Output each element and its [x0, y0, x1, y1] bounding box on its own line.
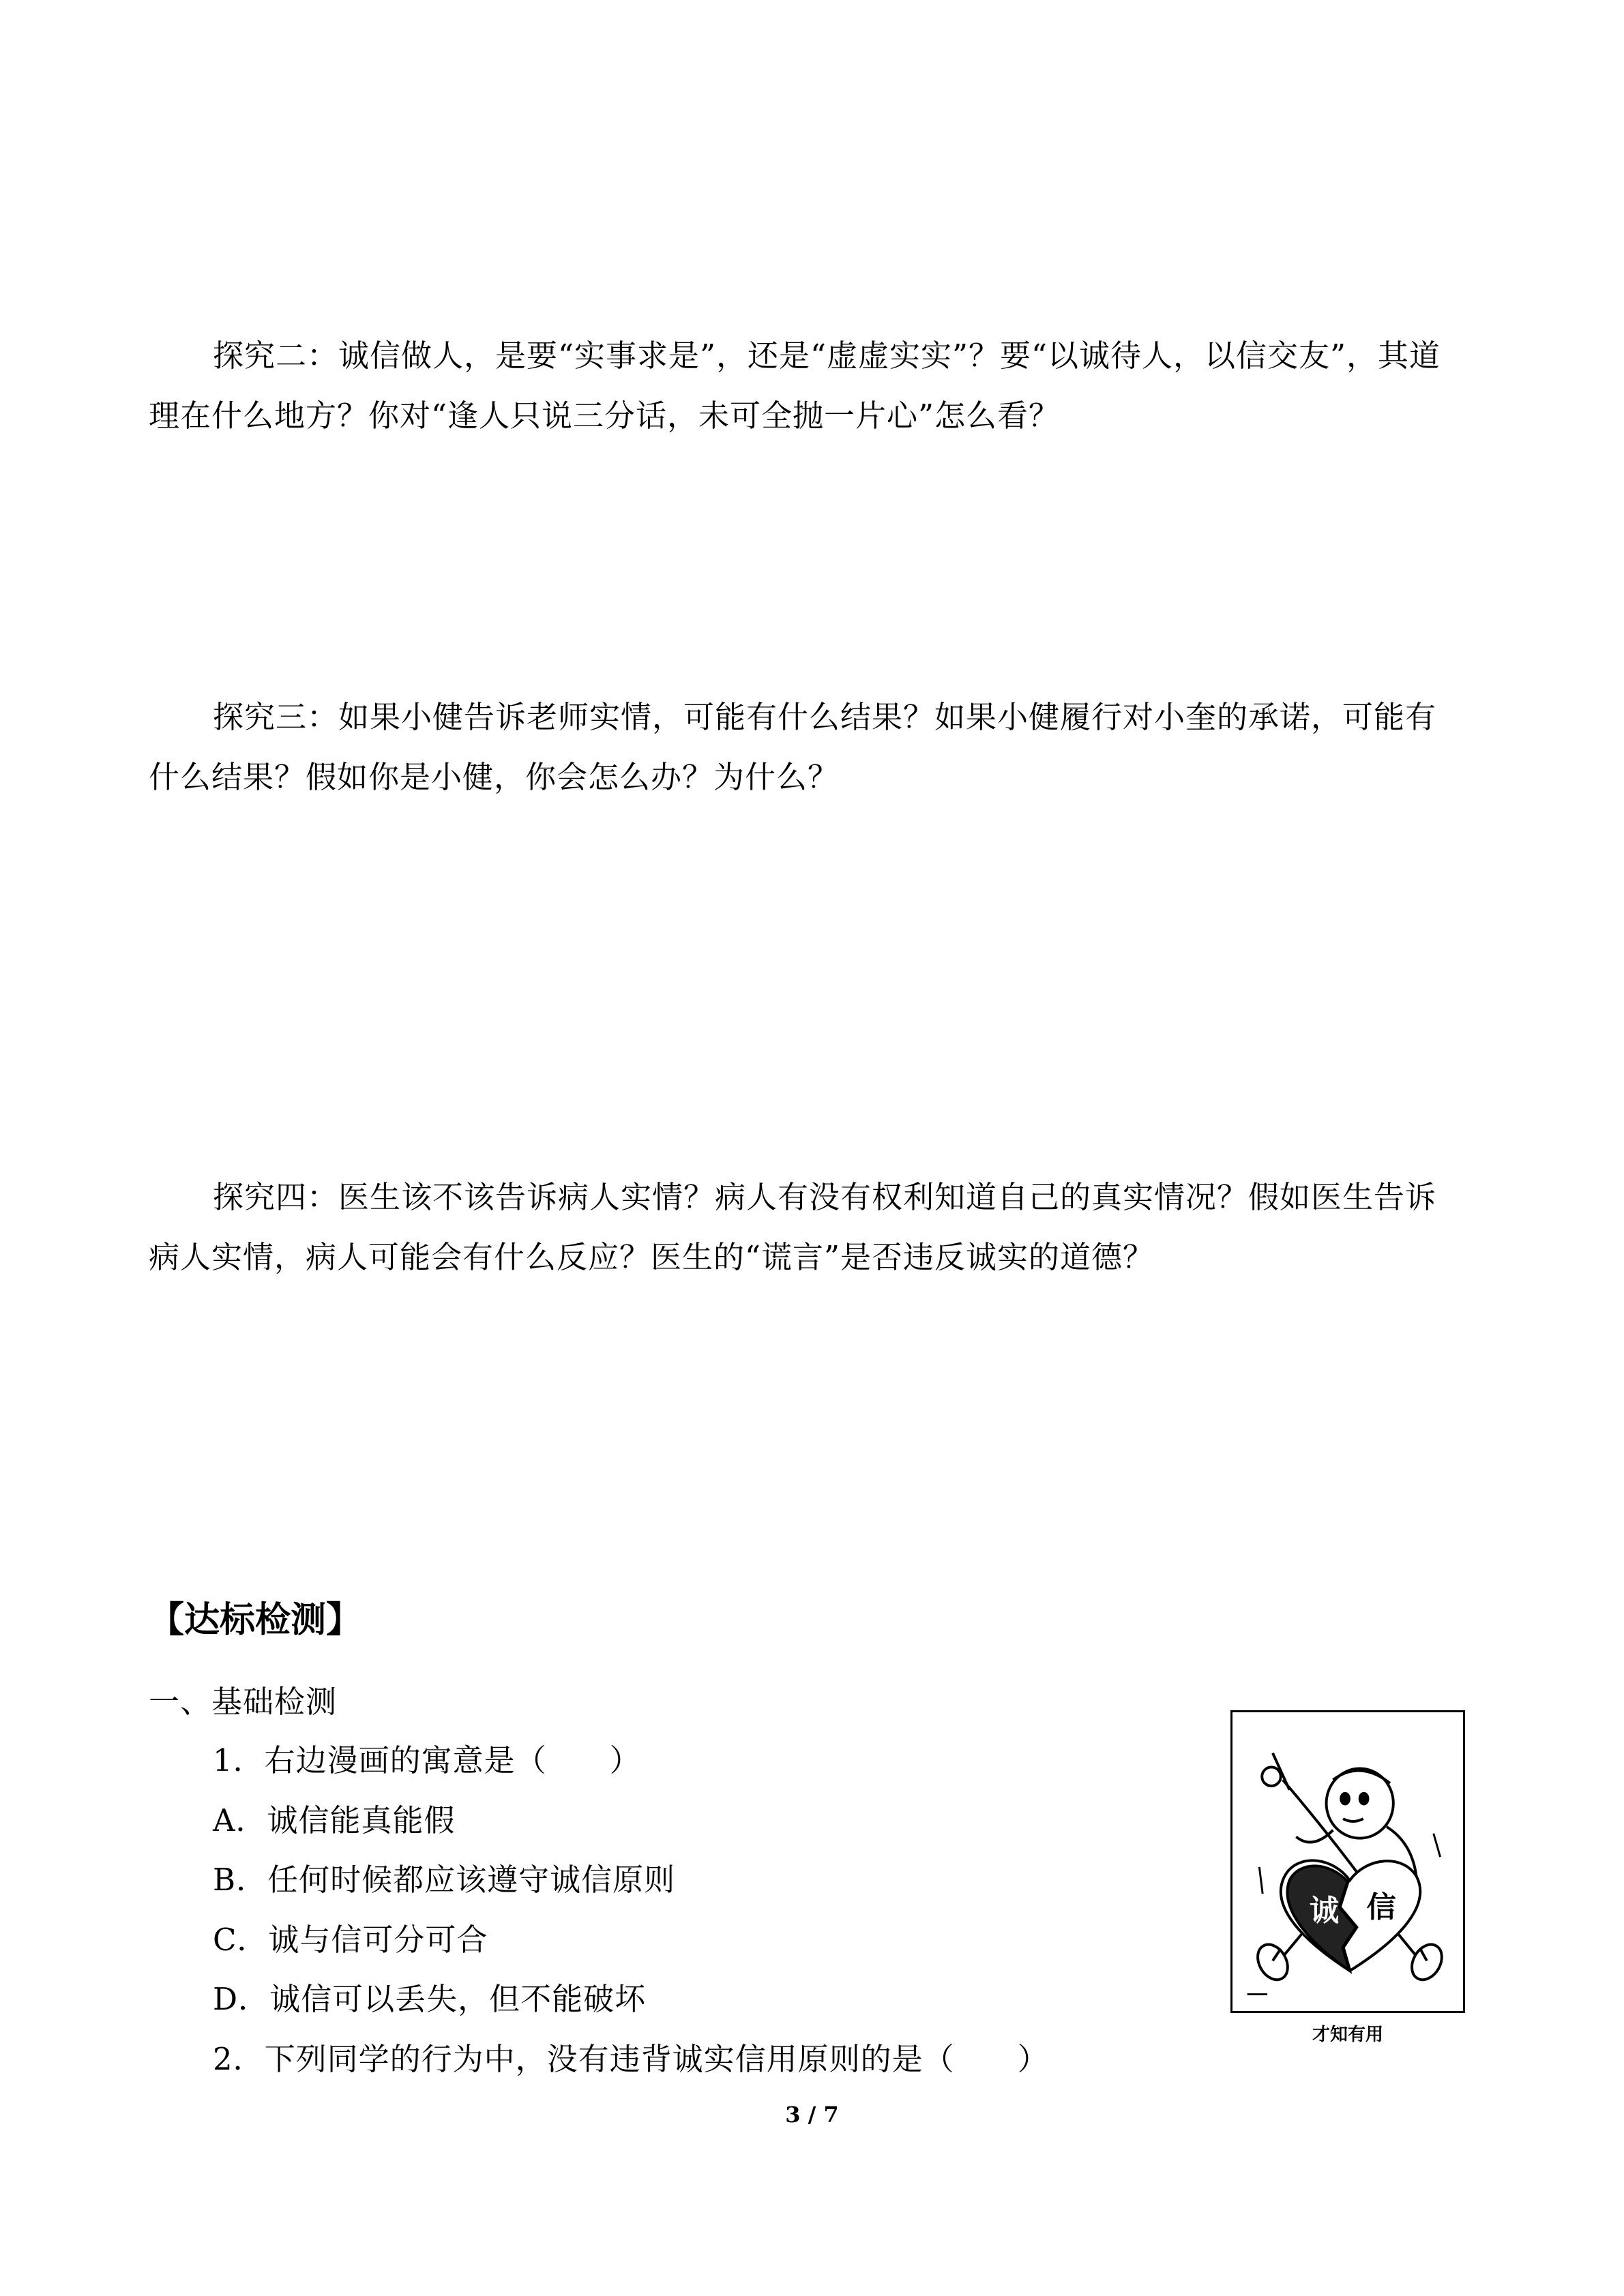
heart-text-xin: 信	[1366, 1890, 1396, 1925]
question-1-option-d: D．诚信可以丢失，但不能破坏	[213, 1981, 647, 2017]
exploration-2	[149, 326, 1458, 446]
question-1-option-c: C．诚与信可分可合	[213, 1922, 488, 1958]
cartoon-caption: 才知有用	[1312, 2025, 1383, 2045]
cartoon-image	[1230, 1710, 1465, 2013]
cartoon-drawing	[1232, 1712, 1463, 2011]
heart-text-cheng: 诚	[1309, 1894, 1340, 1928]
question-1-stem: 1．右边漫画的寓意是（ ）	[213, 1742, 641, 1778]
sub-section-title: 一、基础检测	[149, 1684, 338, 1720]
exploration-2-text: 探究二：诚信做人，是要“实事求是”，还是“虚虚实实”？要“以诚待人，以信交友”，其道理在什么地方？你对“逢人只说三分话，未可全抛一片心”怎么看？	[149, 338, 1441, 434]
exploration-4	[149, 1167, 1458, 1287]
page-number: 3 / 7	[785, 2102, 839, 2128]
question-1-option-b: B．任何时候都应该遵守诚信原则	[213, 1862, 676, 1898]
exploration-3	[149, 687, 1458, 807]
exploration-3-text: 探究三：如果小健告诉老师实情，可能有什么结果？如果小健履行对小奎的承诺，可能有什么结果？假如你是小健，你会怎么办？为什么？	[149, 699, 1437, 795]
question-2-stem: 2．下列同学的行为中，没有违背诚实信用原则的是（ ）	[213, 2041, 1049, 2077]
heart-shape	[1281, 1860, 1420, 1971]
question-1-option-a: A．诚信能真能假	[213, 1802, 456, 1838]
exploration-4-text: 探究四：医生该不该告诉病人实情？病人有没有权利知道自己的真实情况？假如医生告诉病人实情，病人可能会有什么反应？医生的“谎言”是否违反诚实的道德？	[149, 1179, 1437, 1275]
section-title: 【达标检测】	[149, 1600, 362, 1641]
